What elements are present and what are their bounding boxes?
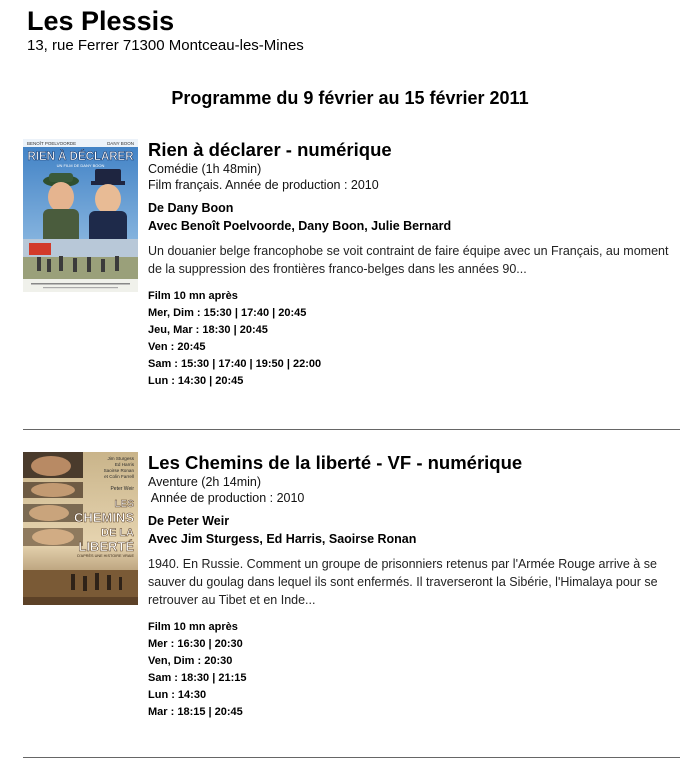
film-poster[interactable] — [23, 139, 138, 292]
showtime-row: Mer, Dim : 15:30 | 17:40 | 20:45 — [148, 307, 307, 319]
film-director: De Peter Weir — [148, 514, 230, 528]
film-cast: Avec Benoît Poelvoorde, Dany Boon, Julie Bernard — [148, 219, 452, 233]
poster-cast-2: Ed Harris — [114, 462, 134, 467]
film-genre: Comédie (1h 48min) — [148, 162, 262, 176]
poster-director: Peter Weir — [110, 486, 134, 492]
showtime-row: Lun : 14:30 — [148, 689, 207, 701]
cinema-name: Les Plessis — [27, 6, 175, 36]
film-production: Année de production : 2010 — [148, 491, 305, 505]
showtimes — [148, 619, 680, 721]
film-separator — [23, 429, 680, 430]
film-cast: Avec Jim Sturgess, Ed Harris, Saoirse Ronan — [148, 532, 417, 546]
showtime-row: Sam : 18:30 | 21:15 — [148, 672, 247, 684]
film-info — [148, 452, 680, 721]
film-director: De Dany Boon — [148, 201, 234, 215]
film-synopsis: 1940. En Russie. Comment un groupe de prisonniers retenus par l'Armée Rouge arrive à se sauver du goulag dans lequel ils sont enfermés. Il traverseront la Sibérie, l'Himalaya pour se retrouver au Tibet et en Inde... — [148, 557, 658, 607]
film-production: Film français. Année de production : 2010 — [148, 178, 379, 192]
showtime-row: Ven, Dim : 20:30 — [148, 655, 233, 667]
showtime-row: Mer : 16:30 | 20:30 — [148, 638, 243, 650]
showtime-row: Ven : 20:45 — [148, 341, 206, 353]
film-genre: Aventure (2h 14min) — [148, 475, 262, 489]
showtime-note: Film 10 mn après — [148, 621, 238, 633]
film-title[interactable]: Les Chemins de la liberté - VF - numérique — [148, 452, 523, 473]
showtimes — [148, 288, 680, 390]
cinema-address: 13, rue Ferrer 71300 Montceau-les-Mines — [27, 37, 304, 54]
film-synopsis: Un douanier belge francophobe se voit contraint de faire équipe avec un Français, au moment de la suppression des frontières franco-belges dans les années 90... — [148, 244, 669, 276]
poster-actor-right: DANY BOON — [107, 141, 134, 146]
showtime-row: Lun : 14:30 | 20:45 — [148, 375, 244, 387]
poster-cast-1: Jim Sturgess — [107, 456, 134, 461]
poster-title: RIEN À DÉCLARER — [27, 151, 134, 163]
poster-title-3: DE LA — [101, 527, 134, 539]
poster-cast-3: Saoirse Ronan — [103, 468, 134, 473]
poster-title-4: LIBERTÉ — [78, 539, 134, 554]
film-poster[interactable] — [23, 452, 138, 605]
poster-title-2: CHEMINS — [74, 510, 134, 525]
poster-title-1: LES — [114, 499, 134, 510]
poster-cast-4: et Colin Farrell — [104, 474, 134, 479]
poster-actor-left: BENOÎT POELVOORDE — [27, 141, 77, 146]
showtime-row: Jeu, Mar : 18:30 | 20:45 — [148, 324, 268, 336]
showtime-row: Mar : 18:15 | 20:45 — [148, 706, 243, 718]
film-separator — [23, 757, 680, 758]
film-credits — [148, 512, 680, 548]
film-info — [148, 139, 680, 390]
programme-title: Programme du 9 février au 15 février 2011 — [171, 88, 529, 108]
film-title[interactable]: Rien à déclarer - numérique — [148, 139, 392, 160]
poster-subtitle: UN FILM DE DANY BOON — [56, 163, 105, 168]
showtime-row: Sam : 15:30 | 17:40 | 19:50 | 22:00 — [148, 358, 322, 370]
poster-tagline: D'APRÈS UNE HISTOIRE VRAIE — [77, 554, 134, 558]
showtime-note: Film 10 mn après — [148, 290, 238, 302]
film-credits — [148, 199, 680, 235]
